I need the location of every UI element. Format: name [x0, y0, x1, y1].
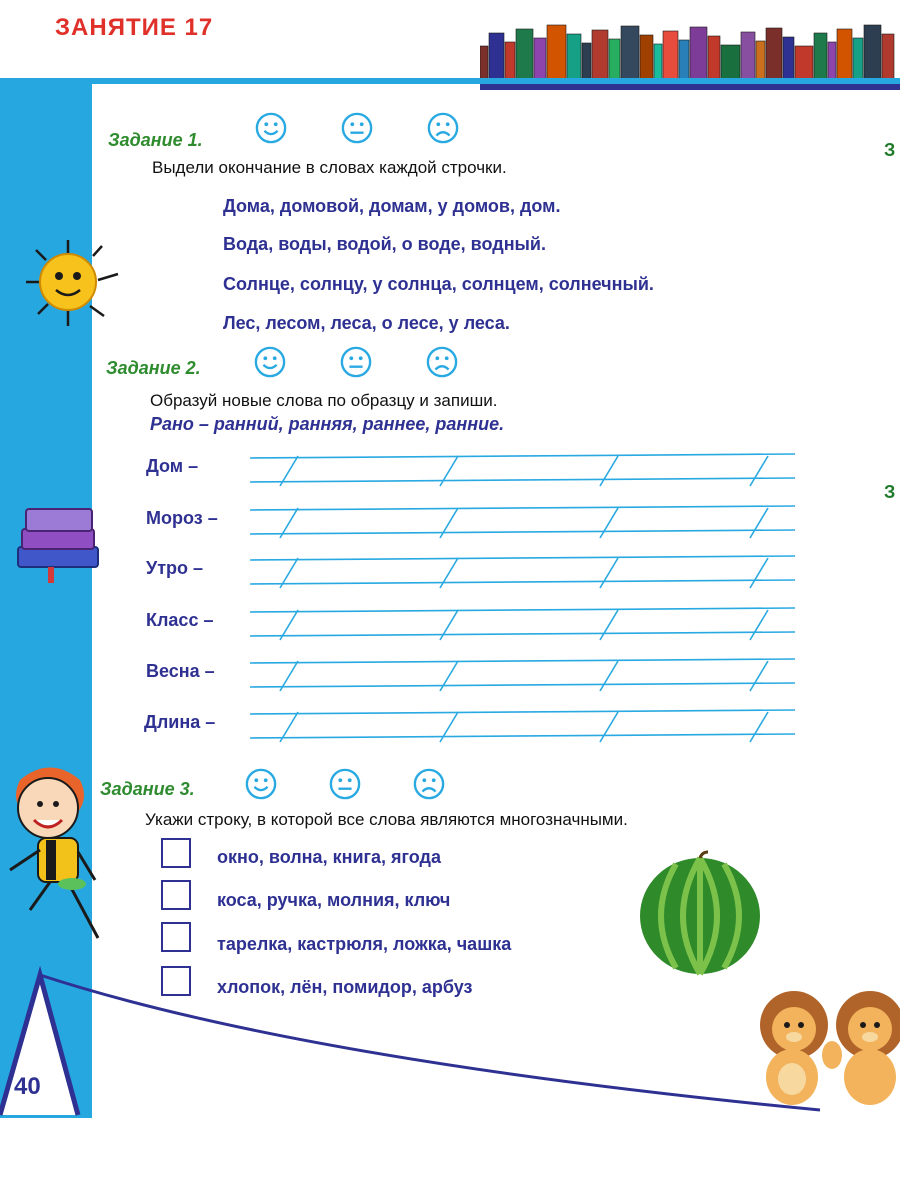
option-checkbox[interactable] — [161, 880, 191, 910]
option-checkbox[interactable] — [161, 922, 191, 952]
happy-face-icon[interactable] — [255, 112, 287, 144]
lion-cubs-icon — [752, 985, 900, 1115]
watermelon-icon — [636, 850, 764, 983]
neutral-face-icon[interactable] — [340, 346, 372, 378]
task2-instruction: Образуй новые слова по образцу и запиши. — [150, 391, 498, 410]
task3-label: Задание 3. — [100, 779, 195, 799]
task2-word: Весна – — [146, 661, 215, 681]
sad-face-icon[interactable] — [427, 112, 459, 144]
task2-word: Дом – — [146, 456, 199, 476]
option-text: тарелка, кастрюля, ложка, чашка — [217, 934, 512, 954]
task1-row[interactable]: Лес, лесом, леса, о лесе, у леса. — [223, 313, 510, 333]
task2-label: Задание 2. — [106, 358, 201, 378]
task1-row[interactable]: Солнце, солнцу, у солнца, солнцем, солнечный. — [223, 274, 654, 294]
task2-word: Класс – — [146, 610, 214, 630]
ghost-task-fragment: З — [884, 482, 896, 502]
task2-rating — [254, 346, 458, 378]
task2-word: Утро – — [146, 558, 204, 578]
lesson-title: ЗАНЯТИЕ 17 — [55, 14, 214, 41]
writing-lines[interactable] — [250, 450, 800, 755]
books-icon — [10, 495, 105, 595]
happy-face-icon[interactable] — [254, 346, 286, 378]
happy-face-icon[interactable] — [245, 768, 277, 800]
task1-row[interactable]: Дома, домовой, домам, у домов, дом. — [223, 196, 561, 216]
task1-instruction: Выдели окончание в словах каждой строчки. — [152, 158, 507, 177]
option-text: коса, ручка, молния, ключ — [217, 890, 451, 910]
task2-sample: Рано – ранний, ранняя, раннее, ранние. — [150, 414, 505, 434]
ghost-task-fragment: З — [884, 140, 896, 160]
sad-face-icon[interactable] — [413, 768, 445, 800]
task2-word: Мороз – — [146, 508, 218, 528]
option-text: окно, волна, книга, ягода — [217, 847, 441, 867]
task3-rating — [245, 768, 445, 800]
task2-word: Длина – — [144, 712, 216, 732]
sun-icon — [18, 230, 128, 345]
task1-label: Задание 1. — [108, 130, 203, 150]
sad-face-icon[interactable] — [426, 346, 458, 378]
task1-row[interactable]: Вода, воды, водой, о воде, водный. — [223, 234, 546, 254]
option-text: хлопок, лён, помидор, арбуз — [217, 977, 473, 997]
neutral-face-icon[interactable] — [341, 112, 373, 144]
neutral-face-icon[interactable] — [329, 768, 361, 800]
top-divider — [0, 78, 900, 84]
task1-rating — [255, 112, 459, 144]
boy-icon — [0, 760, 110, 955]
option-checkbox[interactable] — [161, 838, 191, 868]
page-number: 40 — [14, 1073, 41, 1100]
option-checkbox[interactable] — [161, 966, 191, 996]
task3-instruction: Укажи строку, в которой все слова являются многозначными. — [145, 810, 628, 829]
